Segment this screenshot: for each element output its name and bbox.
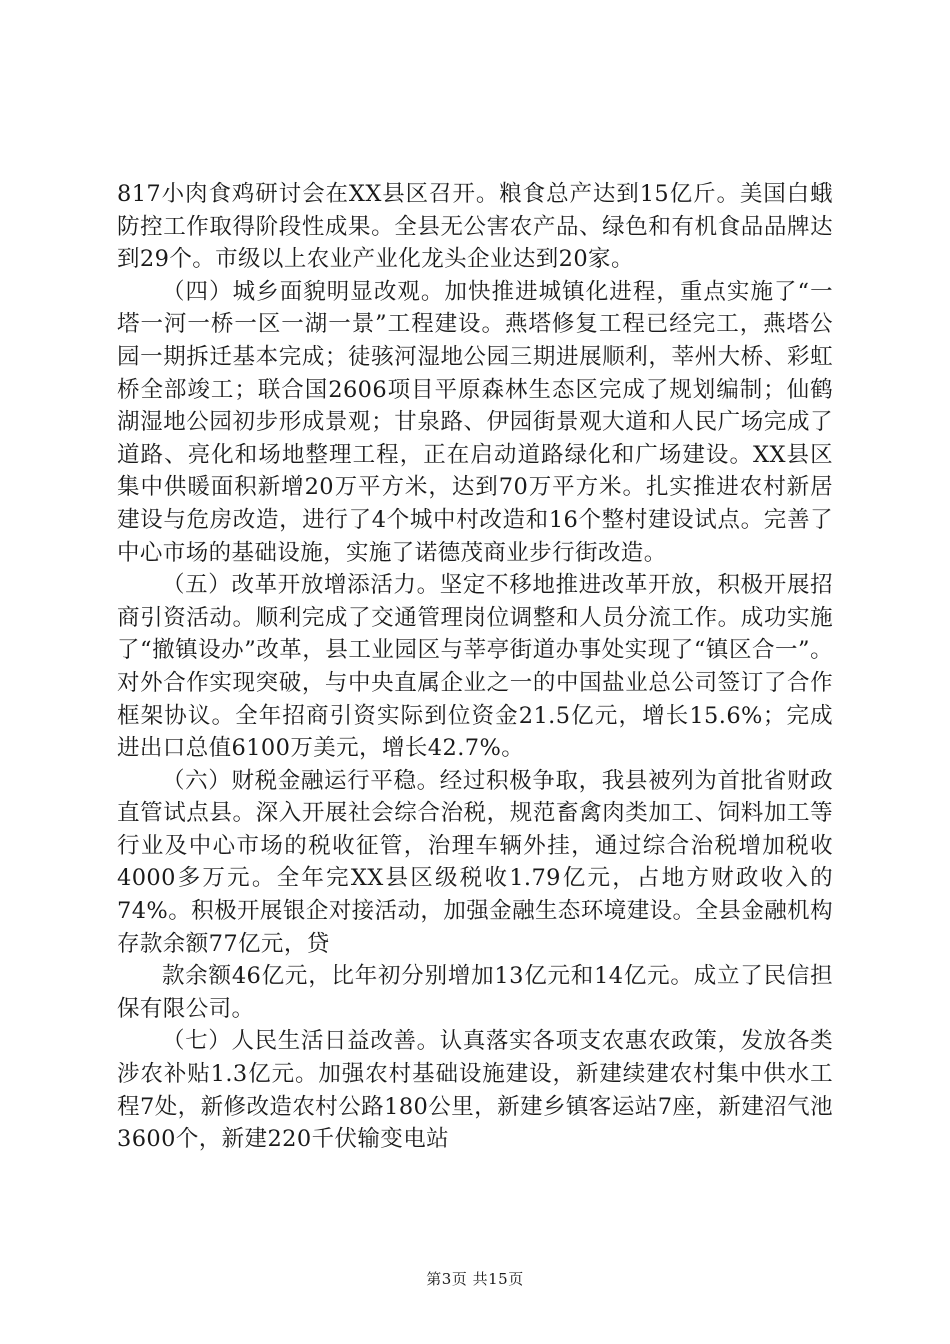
paragraph-1: 817小肉食鸡研讨会在XX县区召开。粮食总产达到15亿斤。美国白蛾防控工作取得阶段性成果。全县无公害农产品、绿色和有机食品品牌达到29个。市级以上农业产业化龙头企业达到20家。 [117,181,833,273]
paragraph-5: 款余额46亿元，比年初分别增加13亿元和14亿元。成立了民信担保有限公司。 [117,963,833,1022]
paragraph-4: （六）财税金融运行平稳。经过积极争取，我县被列为首批省财政直管试点县。深入开展社会综合治税，规范畜禽肉类加工、饲料加工等行业及中心市场的税收征管，治理车辆外挂，通过综合治税增加税收4000多万元。全年完XX县区级税收1.79亿元，占地方财政收入的74%。积极开展银企对接活动，加强金融生态环境建设。全县金融机构存款余额77亿元，贷 [117,767,833,957]
paragraph-6: （七）人民生活日益改善。认真落实各项支农惠农政策，发放各类涉农补贴1.3亿元。加强农村基础设施建设，新建续建农村集中供水工程7处，新修改造农村公路180公里，新建乡镇客运站7座，新建沼气池3600个，新建220千伏输变电站 [117,1028,833,1153]
page-number: 第3页 共15页 [426,1270,524,1288]
paragraph-3: （五）改革开放增添活力。坚定不移地推进改革开放，积极开展招商引资活动。顺利完成了交通管理岗位调整和人员分流工作。成功实施了“撤镇设办”改革，县工业园区与莘亭街道办事处实现了“镇区合一”。对外合作实现突破，与中央直属企业之一的中国盐业总公司签订了合作框架协议。全年招商引资实际到位资金21.5亿元，增长15.6%；完成进出口总值6100万美元，增长42.7%。 [117,572,833,762]
paragraph-2: （四）城乡面貌明显改观。加快推进城镇化进程，重点实施了“一塔一河一桥一区一湖一景”工程建设。燕塔修复工程已经完工，燕塔公园一期拆迁基本完成；徒骇河湿地公园三期进展顺利，莘州大桥、彩虹桥全部竣工；联合国2606项目平原森林生态区完成了规划编制；仙鹤湖湿地公园初步形成景观；甘泉路、伊园街景观大道和人民广场完成了道路、亮化和场地整理工程，正在启动道路绿化和广场建设。XX县区集中供暖面积新增20万平方米，达到70万平方米。扎实推进农村新居建设与危房改造，进行了4个城中村改造和16个整村建设试点。完善了中心市场的基础设施，实施了诺德茂商业步行街改造。 [117,278,833,566]
document-body [117,178,833,1156]
